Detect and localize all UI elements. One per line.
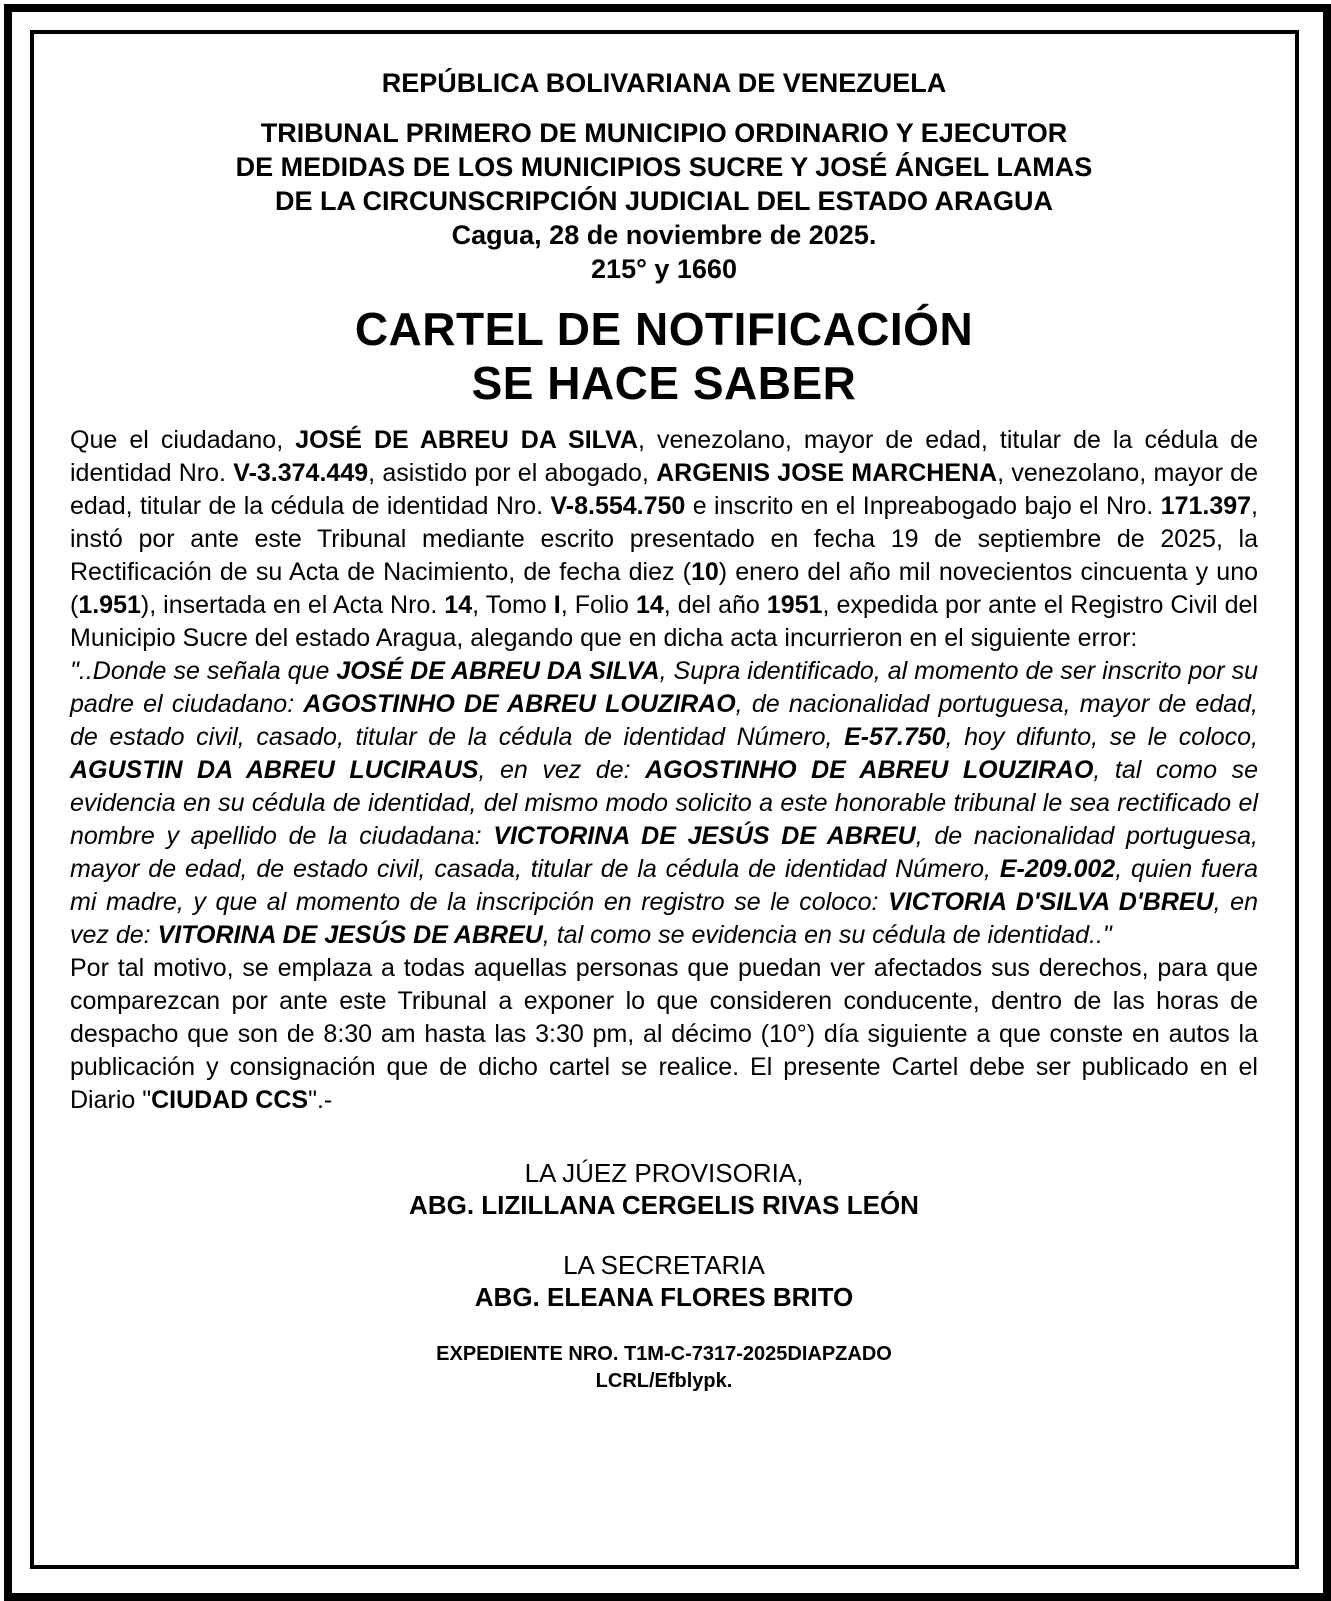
birth-day: 10	[690, 558, 719, 586]
body-text: , instó por ante este Tribunal mediante escrito presentado en fecha 19 de septiembre de 2025, la Rectificación de su Acta de Nacimiento, de fecha diez (	[70, 492, 1258, 586]
republic-heading: REPÚBLICA BOLIVARIANA DE VENEZUELA	[381, 68, 947, 98]
applicant-name: JOSÉ DE ABREU DA SILVA	[295, 426, 638, 454]
court-line-3: DE LA CIRCUNSCRIPCIÓN JUDICIAL DEL ESTADO ARAGUA	[274, 186, 1054, 216]
quote-text: , tal como se evidencia en su cédula de identidad.."	[542, 921, 1112, 949]
court-line-1: TRIBUNAL PRIMERO DE MUNICIPIO ORDINARIO Y EJECUTOR	[260, 118, 1068, 148]
quote-text: "..Donde se señala que	[70, 657, 337, 685]
newspaper-name: CIUDAD CCS	[151, 1086, 309, 1114]
summons-text: Por tal motivo, se emplaza a todas aquellas personas que puedan ver afectados sus derechos, para que comparezcan por ante este Tribunal a exponer lo que consideren conducente, dentro de las horas de despacho que son de 8:30 am hasta las 3:30 pm, al décimo (10°) día siguiente a que conste en autos la publicación y consignación que de dicho cartel se realice. El presente Cartel debe ser publicado en el Diario "	[70, 954, 1258, 1114]
mother-id: E-209.002	[999, 855, 1116, 883]
secretary-signature	[70, 1249, 1258, 1313]
initials: LCRL/Efblypk.	[595, 1370, 733, 1392]
quote-text: , tal como se evidencia en su cédula de identidad, del mismo modo solicito a este honorable tribunal le sea rectificado el nombre y apellido de la ciudadana:	[70, 756, 1258, 850]
body-text: , del año	[663, 591, 767, 619]
body-text: , Tomo	[472, 591, 554, 619]
lawyer-name: ARGENIS JOSE MARCHENA	[656, 459, 998, 487]
secretary-name: ABG. ELEANA FLORES BRITO	[474, 1282, 854, 1312]
inpreabogado-number: 171.397	[1160, 492, 1252, 520]
years: 215° y 1660	[591, 254, 737, 284]
title-line-1: CARTEL DE NOTIFICACIÓN	[354, 303, 974, 355]
judge-signature	[70, 1157, 1258, 1221]
quote-text: , de nacionalidad portuguesa, mayor de edad, de estado civil, casado, titular de la cédula de identidad Número,	[70, 690, 1258, 751]
body-text: , venezolano, mayor de edad, titular de la cédula de identidad Nro.	[70, 459, 1258, 520]
acta-number: 14	[444, 591, 473, 619]
secretary-title: LA SECRETARIA	[563, 1250, 765, 1280]
quoted-statement	[70, 657, 1258, 949]
quote-text: , Supra identificado, al momento de ser inscrito por su padre el ciudadano:	[70, 657, 1258, 718]
body-text: ) enero del año mil novecientos cincuenta y uno (	[70, 558, 1259, 619]
quote-text: , en vez de:	[70, 888, 1258, 949]
body-text: , Folio	[560, 591, 636, 619]
father-name: AGOSTINHO DE ABREU LOUZIRAO	[303, 690, 736, 718]
correct-mother-name: VITORINA DE JESÚS DE ABREU	[157, 921, 543, 949]
body-text: , expedida por ante el Registro Civil del Municipio Sucre del estado Aragua, alegando que en dicha acta incurrieron en el siguiente error:	[70, 591, 1258, 652]
notice-body	[70, 424, 1258, 1117]
body-text: Que el ciudadano,	[70, 426, 296, 454]
body-text: , asistido por el abogado,	[368, 459, 657, 487]
correct-father-name: AGOSTINHO DE ABREU LOUZIRAO	[645, 756, 1094, 784]
title-line-2: SE HACE SABER	[471, 357, 857, 409]
quote-applicant-name: JOSÉ DE ABREU DA SILVA	[336, 657, 660, 685]
body-text: , venezolano, mayor de edad, titular de la cédula de identidad Nro.	[70, 426, 1258, 487]
lawyer-id: V-8.554.750	[550, 492, 686, 520]
place-date: Cagua, 28 de noviembre de 2025.	[451, 220, 877, 250]
quote-text: , en vez de:	[478, 756, 646, 784]
notice-content	[70, 66, 1258, 1395]
court-line-2: DE MEDIDAS DE LOS MUNICIPIOS SUCRE Y JOSÉ ÁNGEL LAMAS	[235, 152, 1093, 182]
quote-text: , quien fuera mi madre, y que al momento de la inscripción en registro se le coloco:	[70, 855, 1258, 916]
quote-text: , hoy difunto, se le coloco,	[945, 723, 1259, 751]
applicant-id: V-3.374.449	[233, 459, 369, 487]
expediente-number: EXPEDIENTE NRO. T1M-C-7317-2025DIAPZADO	[436, 1343, 892, 1365]
judge-name: ABG. LIZILLANA CERGELIS RIVAS LEÓN	[409, 1190, 919, 1220]
footer	[70, 1341, 1258, 1395]
court-heading	[70, 116, 1258, 286]
acta-year: 1951	[766, 591, 823, 619]
folio-number: 14	[635, 591, 664, 619]
summons-text: ".-	[308, 1086, 333, 1114]
father-id: E-57.750	[844, 723, 946, 751]
birth-year: 1.951	[78, 591, 141, 619]
body-text: e inscrito en el Inpreabogado bajo el Nro.	[685, 492, 1161, 520]
notice-title	[70, 302, 1258, 410]
quote-text: , de nacionalidad portuguesa, mayor de edad, de estado civil, casada, titular de la cédula de identidad Número,	[70, 822, 1259, 883]
judge-title: LA JÚEZ PROVISORIA,	[524, 1158, 804, 1188]
wrong-mother-name: VICTORIA D'SILVA D'BREU	[888, 888, 1214, 916]
tomo-number: I	[553, 591, 561, 619]
wrong-father-name: AGUSTIN DA ABREU LUCIRAUS	[70, 756, 479, 784]
mother-name: VICTORINA DE JESÚS DE ABREU	[493, 822, 916, 850]
body-text: ), insertada en el Acta Nro.	[140, 591, 445, 619]
